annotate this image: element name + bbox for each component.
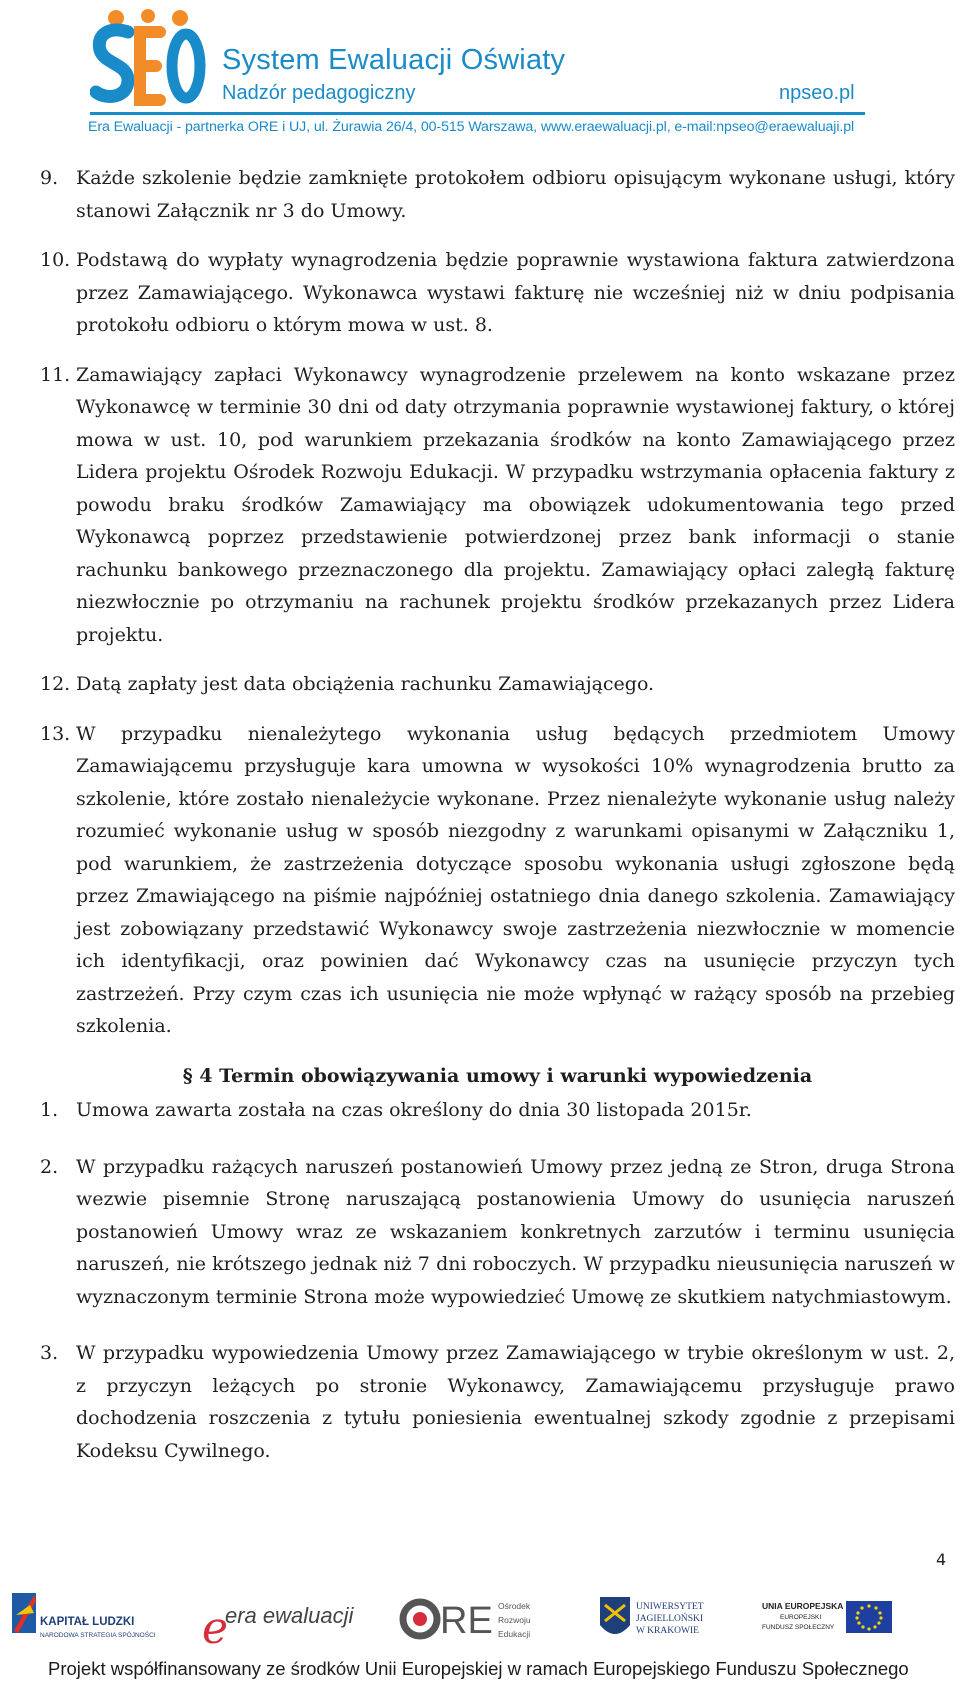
- svg-text:UNIA EUROPEJSKA: UNIA EUROPEJSKA: [762, 1601, 844, 1611]
- svg-text:Rozwoju: Rozwoju: [498, 1615, 531, 1625]
- list-item: [40, 1151, 955, 1314]
- footer-logos: [0, 1585, 960, 1655]
- item-text: W przypadku wypowiedzenia Umowy przez Zamawiającego w trybie określonym w ust. 2, z przyczyn leżących po stronie Wykonawcy, Zamawiającemu przysługuje prawo dochodzenia roszczenia z tytułu poniesienia ewentualnej szkody zgodnie z przepisami Kodeksu Cywilnego.: [76, 1342, 955, 1462]
- item-text: W przypadku nienależytego wykonania usług będących przedmiotem Umowy Zamawiającemu przysługuje kara umowna w wysokości 10% wynagrodzenia brutto za szkolenie, które zostało nienależycie wykonane. Przez nienależyte wykonanie usług należy rozumieć wykonanie usług w sposób niezgodny z warunkami opisanymi w Załączniku 1, pod warunkiem, że zastrzeżenia dotyczące sposobu wykonania usługi zgłoszone będą przez Zmawiającego na piśmie najpóźniej ostatniego dnia danego szkolenia. Zamawiający jest zobowiązany przedstawić Wykonawcy swoje zastrzeżenia niezwłocznie w momencie ich identyfikacji, oraz powinien dać Wykonawcy czas na usunięcie przyczyn tych zastrzeżeń. Przy czym czas ich usunięcia nie może wpłynąć w rażący sposób na przebieg szkolenia.: [76, 722, 955, 1037]
- uj-logo: [600, 1597, 704, 1636]
- svg-text:JAGIELLOŃSKI: JAGIELLOŃSKI: [636, 1614, 704, 1624]
- item-text: W przypadku rażących naruszeń postanowień Umowy przez jedną ze Stron, druga Strona wezwie pisemnie Stronę naruszającą postanowienia Umowy do usunięcia naruszeń postanowień Umowy wraz ze wskazaniem konkretnych zarzutów i terminu usunięcia naruszeń, nie krótszego jednak niż 7 dni roboczych. W przypadku nieusunięcia naruszeń w wyznaczonym terminie Strona może wypowiedzieć Umowę ze skutkiem natychmiastowym.: [76, 1155, 955, 1308]
- item-number: 9.: [40, 167, 59, 189]
- item-number: 1.: [40, 1099, 59, 1121]
- list-item: [40, 359, 955, 652]
- kapital-ludzki-logo: [12, 1593, 156, 1639]
- svg-text:UNIWERSYTET: UNIWERSYTET: [636, 1602, 704, 1612]
- item-text: Datą zapłaty jest data obciążenia rachunku Zamawiającego.: [76, 673, 655, 695]
- item-text: Zamawiający zapłaci Wykonawcy wynagrodzenie przelewem na konto wskazane przez Wykonawcę w terminie 30 dni od daty otrzymania poprawnie wystawionej faktury, o której mowa w ust. 10, pod warunkiem przekazania środków na konto Zamawiającego przez Lidera projektu Ośrodek Rozwoju Edukacji. W przypadku wstrzymania opłacenia faktury z powodu braku środków Zamawiający ma obowiązek udokumentowania tego przed Wykonawcą poprzez przedstawienie potwierdzonej przez bank informacji o stanie rachunku bankowego przeznaczonego dla projektu. Zamawiający opłaci zaległą fakturę niezwłocznie po otrzymaniu na rachunek projektu środków przekazanych przez Lidera projektu.: [76, 363, 955, 646]
- list-item: [40, 1094, 955, 1127]
- eu-flag-logo: [762, 1601, 892, 1633]
- item-text: Podstawą do wypłaty wynagrodzenia będzie poprawnie wystawiona faktura zatwierdzona przez Zamawiającego. Wykonawca wystawi fakturę nie wcześniej niż w dniu podpisania protokołu odbioru o którym mowa w ust. 8.: [76, 249, 955, 336]
- ore-logo: [403, 1600, 531, 1642]
- svg-text:KAPITAŁ LUDZKI: KAPITAŁ LUDZKI: [40, 1616, 135, 1628]
- section-heading: § 4 Termin obowiązywania umowy i warunki wypowiedzenia: [182, 1064, 813, 1087]
- item-number: 11.: [40, 363, 71, 386]
- list-item: [40, 162, 955, 227]
- seo-logo: [90, 8, 208, 116]
- list-item: [40, 668, 955, 701]
- svg-text:Ośrodek: Ośrodek: [498, 1601, 531, 1611]
- header-title: System Ewaluacji Oświaty: [222, 44, 566, 76]
- header-url[interactable]: npseo.pl: [779, 82, 855, 104]
- list-item: [40, 244, 955, 342]
- svg-text:EUROPEJSKI: EUROPEJSKI: [780, 1614, 822, 1621]
- item-number: 2.: [40, 1155, 59, 1178]
- item-number: 12.: [40, 673, 71, 695]
- era-ewaluacji-logo: [202, 1603, 355, 1654]
- svg-text:RE: RE: [440, 1600, 493, 1642]
- item-number: 10.: [40, 249, 71, 271]
- page-number: 4: [936, 1550, 947, 1569]
- header-subtitle: Nadzór pedagogiczny: [222, 82, 416, 104]
- svg-text:Edukacji: Edukacji: [498, 1629, 531, 1639]
- item-number: 13.: [40, 722, 71, 745]
- footer-text: Projekt współfinansowany ze środków Unii Europejskiej w ramach Europejskiego Funduszu Społecznego: [48, 1658, 909, 1679]
- svg-text:FUNDUSZ SPOŁECZNY: FUNDUSZ SPOŁECZNY: [762, 1624, 835, 1631]
- svg-text:e: e: [202, 1603, 229, 1654]
- svg-text:W KRAKOWIE: W KRAKOWIE: [636, 1626, 699, 1636]
- header-address: Era Ewaluacji - partnerka ORE i UJ, ul. Żurawia 26/4, 00-515 Warszawa, www.eraewaluacji.pl, e-mail:npseo@eraewaluaji.pl: [88, 119, 855, 135]
- list-item: [40, 1337, 955, 1467]
- header-divider: [90, 112, 865, 115]
- item-text: Każde szkolenie będzie zamknięte protokołem odbioru opisującym wykonane usługi, który stanowi Załącznik nr 3 do Umowy.: [76, 167, 955, 222]
- page-header: [0, 0, 960, 145]
- item-number: 3.: [40, 1342, 59, 1364]
- svg-text:era ewaluacji: era ewaluacji: [225, 1603, 354, 1628]
- svg-text:NARODOWA STRATEGIA SPÓJNOŚCI: NARODOWA STRATEGIA SPÓJNOŚCI: [40, 1632, 156, 1639]
- document-body: [40, 162, 955, 1491]
- item-text: Umowa zawarta została na czas określony do dnia 30 listopada 2015r.: [76, 1099, 752, 1121]
- list-item: [40, 718, 955, 1043]
